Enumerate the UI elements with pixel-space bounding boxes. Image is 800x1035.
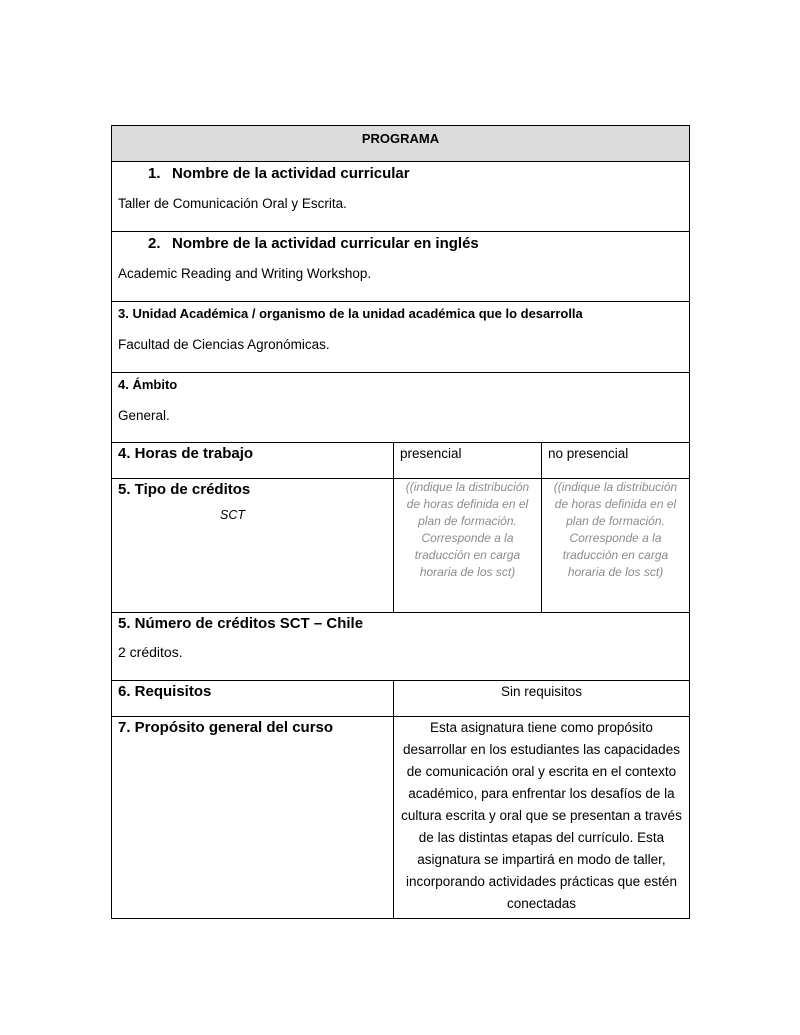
section-3-value: Facultad de Ciencias Agronómicas. [118, 337, 330, 352]
section-4-cell [112, 373, 690, 443]
section-4-row [112, 373, 690, 443]
header-row [112, 126, 690, 162]
purpose-title-cell [112, 717, 394, 919]
requirements-title: 6. Requisitos [118, 683, 212, 700]
hours-title-cell [112, 443, 394, 479]
section-1-number: 1. [148, 165, 161, 182]
purpose-row [112, 717, 690, 919]
section-1-row [112, 162, 690, 232]
credit-type-hint-2-cell [542, 479, 690, 613]
hours-presencial: presencial [400, 446, 462, 461]
section-2-label: Nombre de la actividad curricular en inglés [172, 235, 479, 252]
section-3-cell [112, 302, 690, 373]
section-1-value: Taller de Comunicación Oral y Escrita. [118, 196, 347, 211]
hours-row [112, 443, 690, 479]
hours-title: 4. Horas de trabajo [118, 445, 254, 462]
credit-type-hint-1-cell [394, 479, 542, 613]
requirements-value-cell [394, 681, 690, 717]
hours-no-presencial: no presencial [548, 446, 629, 461]
section-3-row [112, 302, 690, 373]
credit-type-hint-1: ((indique la distribución de horas definida en el plan de formación. Corresponde a la traducción en carga horaria de los sct) [405, 480, 530, 579]
section-3-title: 3. Unidad Académica / organismo de la unidad académica que lo desarrolla [118, 306, 583, 321]
program-title: PROGRAMA [112, 126, 690, 162]
credits-value: 2 créditos. [118, 644, 183, 660]
section-1-label: Nombre de la actividad curricular [172, 165, 410, 182]
hours-presencial-cell [394, 443, 542, 479]
section-2-title [118, 235, 683, 252]
program-table [111, 125, 690, 919]
section-1-title [118, 165, 683, 182]
requirements-title-cell [112, 681, 394, 717]
credit-type-title-cell [112, 479, 394, 613]
section-4-title: 4. Ámbito [118, 377, 178, 392]
credit-type-title: 5. Tipo de créditos [118, 481, 251, 498]
purpose-value-cell [394, 717, 690, 919]
credits-cell [112, 613, 690, 681]
credit-type-hint-2: ((indique la distribución de horas definida en el plan de formación. Corresponde a la traducción en carga horaria de los sct) [553, 480, 678, 579]
requirements-value: Sin requisitos [500, 684, 583, 699]
requirements-row [112, 681, 690, 717]
section-4-value: General. [118, 408, 170, 423]
credit-type-value: SCT [220, 508, 245, 522]
credits-row [112, 613, 690, 681]
section-2-row [112, 232, 690, 302]
purpose-title: 7. Propósito general del curso [118, 719, 334, 736]
credit-type-row [112, 479, 690, 613]
hours-no-presencial-cell [542, 443, 690, 479]
section-2-number: 2. [148, 235, 161, 252]
section-1-cell [112, 162, 690, 232]
purpose-value: Esta asignatura tiene como propósito desarrollar en los estudiantes las capacidades de comunicación oral y escrita en el contexto académico, para enfrentar los desafíos de la cultura escrita y oral que se presentan a través de las distintas etapas del currículo. Esta asignatura se impartirá en modo de taller, incorporando actividades prácticas que estén conectadas [401, 720, 682, 911]
section-2-cell [112, 232, 690, 302]
credits-title: 5. Número de créditos SCT – Chile [118, 615, 364, 632]
section-2-value: Academic Reading and Writing Workshop. [118, 266, 372, 281]
